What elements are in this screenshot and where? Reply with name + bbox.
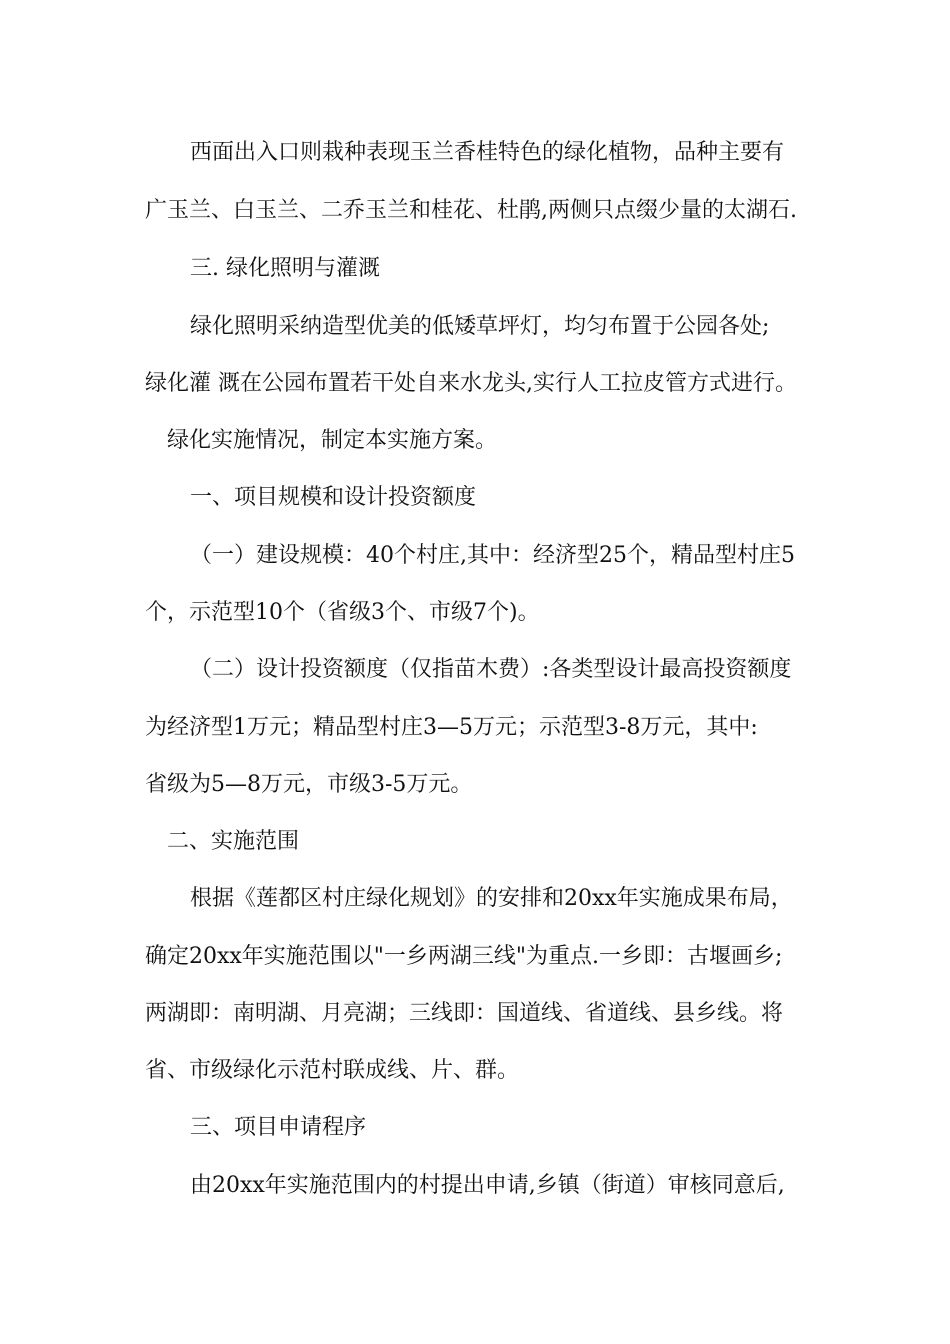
- text-line: 省级为5—8万元，市级3-5万元。: [145, 772, 473, 797]
- text-line: 由20xx年实施范围内的村提出申请,乡镇（街道）审核同意后,: [190, 1173, 785, 1198]
- text-line: （一）建设规模：40个村庄,其中：经济型25个，精品型村庄5: [190, 543, 795, 568]
- text-line: 为经济型1万元；精品型村庄3—5万元；示范型3-8万元，其中:: [145, 715, 758, 740]
- text-line: 省、市级绿化示范村联成线、片、群。: [145, 1058, 520, 1083]
- text-line: 个，示范型10个（省级3个、市级7个)。: [145, 600, 540, 625]
- text-line: 西面出入口则栽种表现玉兰香桂特色的绿化植物，品种主要有: [190, 140, 785, 165]
- section-heading: 一、项目规模和设计投资额度: [190, 485, 477, 510]
- section-heading: 三、项目申请程序: [190, 1115, 367, 1140]
- section-heading: 二、实施范围: [167, 829, 300, 854]
- text-line: 绿化实施情况，制定本实施方案。: [167, 428, 498, 453]
- section-heading: 三. 绿化照明与灌溉: [190, 256, 380, 281]
- text-line: 两湖即：南明湖、月亮湖；三线即：国道线、省道线、县乡线。将: [145, 1001, 784, 1026]
- text-line: 根据《莲都区村庄绿化规划》的安排和20xx年实施成果布局，: [190, 886, 793, 911]
- text-line: （二）设计投资额度（仅指苗木费）:各类型设计最高投资额度: [190, 657, 792, 682]
- text-line: 绿化照明采纳造型优美的低矮草坪灯，均匀布置于公园各处;: [190, 314, 770, 339]
- text-line: 确定20xx年实施范围以"一乡两湖三线"为重点.一乡即：古堰画乡;: [145, 944, 783, 969]
- text-line: 绿化灌 溉在公园布置若干处自来水龙头,实行人工拉皮管方式进行。: [145, 371, 797, 396]
- text-line: 广玉兰、白玉兰、二乔玉兰和桂花、杜鹃,两侧只点缀少量的太湖石.: [145, 198, 797, 223]
